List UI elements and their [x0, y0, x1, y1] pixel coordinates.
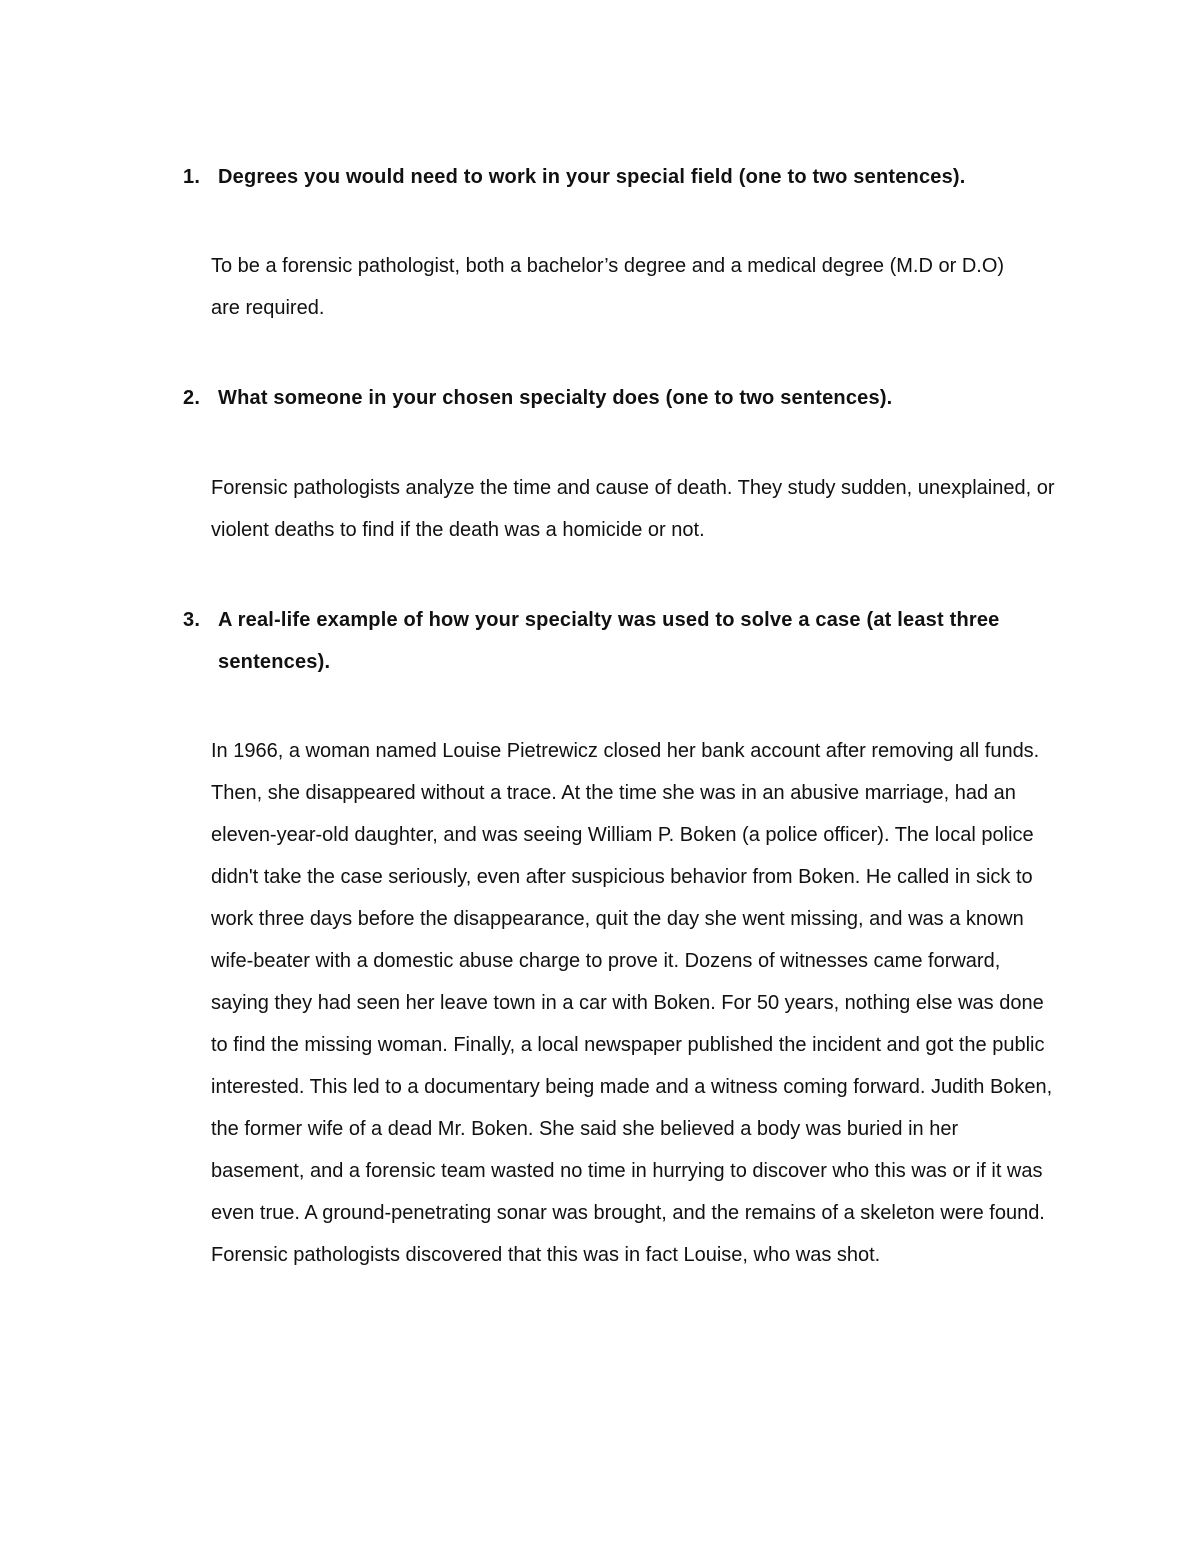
answer-2 — [211, 467, 1061, 551]
answer-text: To be a forensic pathologist, both a bachelor’s degree and a medical degree (M.D or D.O) are required. — [211, 255, 1005, 319]
answer-text: Forensic pathologists analyze the time and cause of death. They study sudden, unexplained, or violent deaths to find if the death was a homicide or not. — [211, 477, 1055, 541]
question-text: A real-life example of how your specialty was used to solve a case (at least three sentences). — [218, 609, 1000, 673]
question-number: 3. — [183, 609, 201, 631]
answer-1 — [211, 245, 1031, 329]
question-text: Degrees you would need to work in your special field (one to two sentences). — [218, 166, 966, 188]
question-3 — [183, 599, 1063, 683]
question-text: What someone in your chosen specialty does (one to two sentences). — [218, 387, 893, 409]
question-1 — [183, 156, 1063, 198]
question-2 — [183, 377, 1063, 419]
question-number: 1. — [183, 166, 201, 188]
question-number: 2. — [183, 387, 201, 409]
answer-text: In 1966, a woman named Louise Pietrewicz closed her bank account after removing all funds. Then, she disappeared without a trace. At the time she was in an abusive marriage, had an eleven-year-old daughter, and was seeing William P. Boken (a police officer). The local police didn't take the case seriously, even after suspicious behavior from Boken. He called in sick to work three days before the disappearance, quit the day she went missing, and was a known wife-beater with a domestic abuse charge to prove it. Dozens of witnesses came forward, saying they had seen her leave town in a car with Boken. For 50 years, nothing else was done to find the missing woman. Finally, a local newspaper published the incident and got the public interested. This led to a documentary being made and a witness coming forward. Judith Boken, the former wife of a dead Mr. Boken. She said she believed a body was buried in her basement, and a forensic team wasted no time in hurrying to discover who this was or if it was even true. A ground-penetrating sonar was brought, and the remains of a skeleton were found. Forensic pathologists discovered that this was in fact Louise, who was shot. — [211, 740, 1053, 1266]
answer-3 — [211, 730, 1056, 1276]
